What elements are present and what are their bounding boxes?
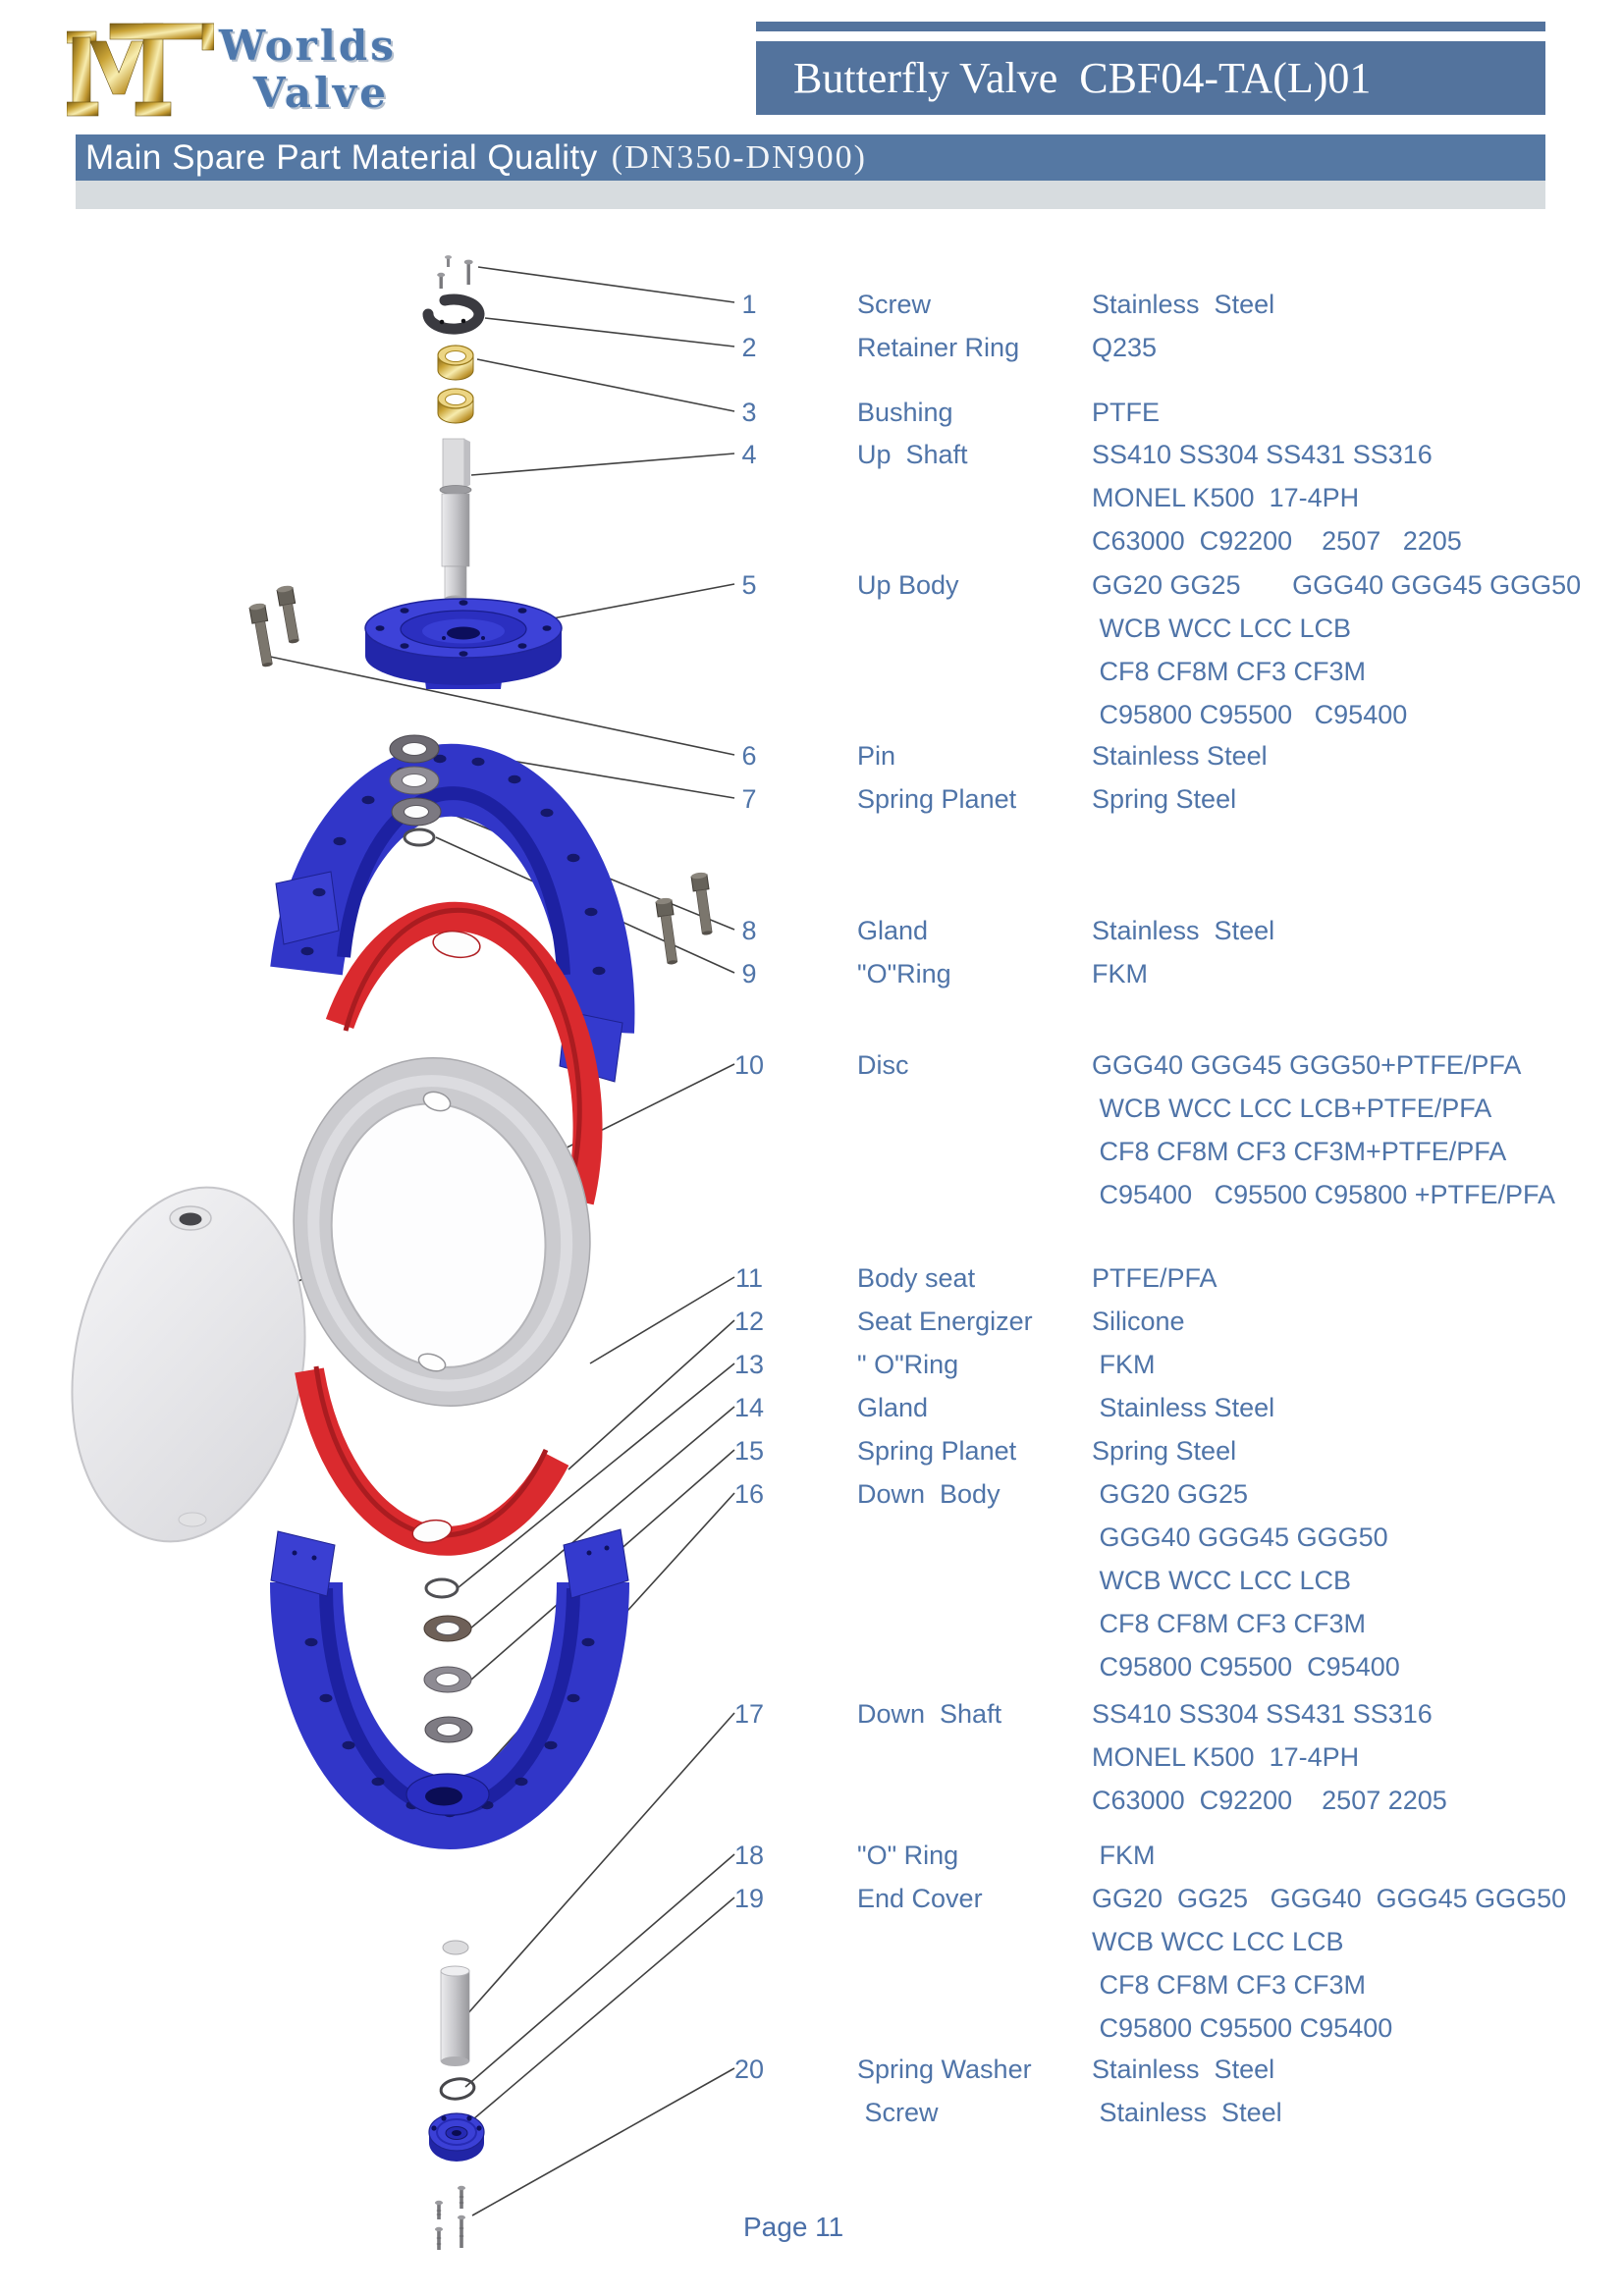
o-ring-lower <box>426 1579 458 1597</box>
part-number: 12 <box>733 1307 765 1336</box>
title-box <box>756 41 1545 115</box>
part-material: C95800 C95500 C95400 <box>1092 2013 1393 2043</box>
part-material: Stainless Steel <box>1092 1393 1275 1422</box>
down-shaft-part <box>441 1941 469 2066</box>
part-material: CF8 CF8M CF3 CF3M <box>1092 1609 1367 1638</box>
part-material: C95800 C95500 C95400 <box>1092 1652 1400 1682</box>
part-name: Up Shaft <box>857 440 968 469</box>
part-name: "O"Ring <box>857 959 951 988</box>
part-number: 1 <box>741 290 757 319</box>
part-material: CF8 CF8M CF3 CF3M <box>1092 657 1367 686</box>
part-name: " O"Ring <box>857 1350 959 1379</box>
part-material: CF8 CF8M CF3 CF3M+PTFE/PFA <box>1092 1137 1507 1166</box>
part-material: Stainless Steel <box>1092 916 1275 945</box>
pin-part <box>249 585 302 668</box>
part-name: Bushing <box>857 398 953 427</box>
part-material: Q235 <box>1092 333 1158 362</box>
part-name: Down Body <box>857 1479 1001 1509</box>
part-material: Silicone <box>1092 1307 1185 1336</box>
part-name: "O" Ring <box>857 1841 959 1870</box>
part-name: Gland <box>857 1393 929 1422</box>
part-material: C63000 C92200 2507 2205 <box>1092 526 1462 556</box>
part-number: 2 <box>741 333 757 362</box>
section-size-range: (DN350-DN900) <box>611 138 867 176</box>
part-material: WCB WCC LCC LCB <box>1092 1566 1352 1595</box>
up-shaft-part <box>440 439 471 603</box>
part-material: Stainless Steel <box>1092 290 1275 319</box>
page-number: Page 11 <box>743 2212 844 2242</box>
document-title: Butterfly Valve CBF04-TA(L)01 <box>793 54 1372 102</box>
part-number: 4 <box>741 440 757 469</box>
part-material: GGG40 GGG45 GGG50+PTFE/PFA <box>1092 1050 1522 1080</box>
part-number: 13 <box>733 1350 765 1379</box>
tm-monogram-icon <box>67 22 214 122</box>
part-material: PTFE/PFA <box>1092 1263 1217 1293</box>
part-number: 20 <box>733 2055 765 2084</box>
part-name: Disc <box>857 1050 909 1080</box>
part-name: Screw <box>857 2098 939 2127</box>
part-name: Down Shaft <box>857 1699 1002 1729</box>
part-material: MONEL K500 17-4PH <box>1092 483 1360 512</box>
part-name: Screw <box>857 290 932 319</box>
part-number: 18 <box>733 1841 765 1870</box>
part-name: Retainer Ring <box>857 333 1020 362</box>
part-material: GG20 GG25 GGG40 GGG45 GGG50 <box>1092 1884 1567 1913</box>
part-name: End Cover <box>857 1884 983 1913</box>
part-number: 19 <box>733 1884 765 1913</box>
part-name: Gland <box>857 916 929 945</box>
o-ring-part <box>405 829 434 845</box>
end-cover-part <box>429 2113 484 2162</box>
part-name: Pin <box>857 741 896 771</box>
section-title: Main Spare Part Material Quality <box>85 137 598 177</box>
part-name: Spring Washer <box>857 2055 1032 2084</box>
spring-planet-washers <box>390 735 441 826</box>
worlds-valve-logo <box>67 22 460 130</box>
bushing-part <box>438 346 473 423</box>
part-material: CF8 CF8M CF3 CF3M <box>1092 1970 1367 2000</box>
part-material: C95800 C95500 C95400 <box>1092 700 1408 729</box>
part-number: 8 <box>741 916 757 945</box>
part-number: 14 <box>733 1393 765 1422</box>
part-material: FKM <box>1092 959 1148 988</box>
part-material: C95400 C95500 C95800 +PTFE/PFA <box>1092 1180 1556 1209</box>
logo-text-worlds: Worlds <box>219 22 397 70</box>
part-material: SS410 SS304 SS431 SS316 <box>1092 1699 1433 1729</box>
part-material: WCB WCC LCC LCB+PTFE/PFA <box>1092 1094 1492 1123</box>
part-material: SS410 SS304 SS431 SS316 <box>1092 440 1433 469</box>
part-number: 10 <box>733 1050 765 1080</box>
title-accent-bar <box>756 22 1545 31</box>
part-number: 5 <box>741 570 757 600</box>
part-material: GG20 GG25 GGG40 GGG45 GGG50 <box>1092 570 1582 600</box>
part-material: Stainless Steel <box>1092 2098 1282 2127</box>
retainer-ring-part <box>428 299 479 329</box>
part-material: FKM <box>1092 1841 1156 1870</box>
part-material: Stainless Steel <box>1092 741 1268 771</box>
part-name: Spring Planet <box>857 1436 1017 1466</box>
spring-washer-screws <box>435 2186 465 2250</box>
screw-part <box>437 255 473 289</box>
part-material: GGG40 GGG45 GGG50 <box>1092 1522 1388 1552</box>
part-material: WCB WCC LCC LCB <box>1092 1927 1344 1956</box>
part-number: 16 <box>733 1479 765 1509</box>
lower-washers <box>424 1616 472 1742</box>
part-material: FKM <box>1092 1350 1156 1379</box>
part-number: 9 <box>741 959 757 988</box>
o-ring-bottom <box>440 2077 475 2102</box>
part-number: 3 <box>741 398 757 427</box>
part-material: GG20 GG25 <box>1092 1479 1249 1509</box>
part-number: 15 <box>733 1436 765 1466</box>
disc-part <box>45 1169 332 1561</box>
logo-text-valve: Valve <box>253 69 390 117</box>
part-number: 11 <box>734 1263 764 1293</box>
part-material: Stainless Steel <box>1092 2055 1275 2084</box>
part-name: Up Body <box>857 570 959 600</box>
part-material: PTFE <box>1092 398 1161 427</box>
part-number: 17 <box>733 1699 765 1729</box>
part-material: MONEL K500 17-4PH <box>1092 1742 1360 1772</box>
section-header-bar <box>76 134 1545 181</box>
part-name: Body seat <box>857 1263 976 1293</box>
part-material: WCB WCC LCC LCB <box>1092 614 1352 643</box>
part-material: Spring Steel <box>1092 1436 1237 1466</box>
part-name: Spring Planet <box>857 784 1017 814</box>
part-material: Spring Steel <box>1092 784 1237 814</box>
part-number: 7 <box>741 784 757 814</box>
part-name: Seat Energizer <box>857 1307 1033 1336</box>
part-material: C63000 C92200 2507 2205 <box>1092 1786 1447 1815</box>
part-number: 6 <box>741 741 757 771</box>
section-header-shadow <box>76 181 1545 209</box>
